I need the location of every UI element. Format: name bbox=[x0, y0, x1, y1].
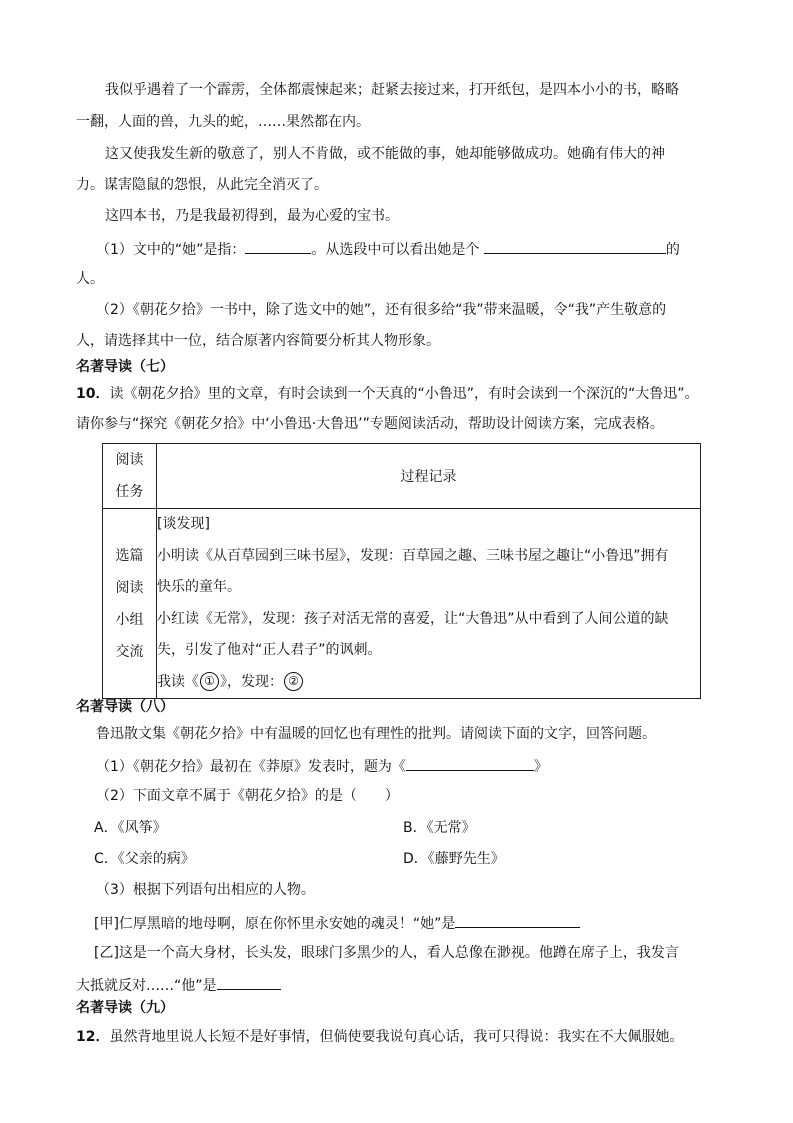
table-header-cell bbox=[103, 444, 157, 509]
question-10: 请你参与“探究《朝花夕拾》中‘小鲁迅·大鲁迅’”专题阅读活动，帮助设计阅读方案，完成表格。 bbox=[76, 416, 664, 432]
record-line: 小红读《无常》，发现：孩子对活无常的喜爱，让“大鲁迅”从中看到了人间公道的缺 bbox=[157, 610, 669, 627]
question-3-yi bbox=[76, 974, 281, 996]
section-intro: 鲁迅散文集《朝花夕拾》中有温暖的回忆也有理性的批判。请阅读下面的文字，回答问题。 bbox=[96, 726, 656, 742]
record-line: 快乐的童年。 bbox=[157, 579, 241, 595]
question-1-continuation: 人。 bbox=[76, 271, 104, 287]
question-3: （3）根据下列语句出相应的人物。 bbox=[96, 882, 315, 898]
answer-blank[interactable] bbox=[406, 755, 534, 771]
task-name-text: 交流 bbox=[115, 643, 144, 660]
record-line: 失，引发了他对“正人君子”的讽刺。 bbox=[157, 642, 382, 658]
question-1-text: 的 bbox=[665, 242, 680, 258]
answer-blank[interactable] bbox=[217, 974, 281, 990]
question-10-text: 读《朝花夕拾》里的文章，有时会读到一个天真的“小鲁迅”，有时会读到一个深沉的“大鲁迅”。 bbox=[109, 386, 699, 402]
record-line: [谈发现] bbox=[157, 516, 210, 532]
circled-blank-2[interactable]: ② bbox=[284, 672, 303, 691]
table-cell bbox=[157, 509, 701, 699]
question-text: [甲]仁厚黑暗的地母啊，原在你怀里永安她的魂灵！“她”是 bbox=[94, 916, 456, 932]
question-text: 大抵就反对……“他”是 bbox=[76, 978, 217, 994]
question-number: 12． bbox=[76, 1029, 110, 1045]
option-c[interactable]: C．《父亲的病》 bbox=[94, 851, 195, 867]
task-name-text: 选篇 bbox=[115, 547, 144, 564]
option-a[interactable]: A．《风筝》 bbox=[94, 820, 167, 836]
record-line bbox=[157, 667, 700, 699]
passage-line: 一翻，人面的兽，九头的蛇，……果然都在内。 bbox=[76, 114, 370, 130]
table-header-cell bbox=[157, 444, 701, 509]
question-12 bbox=[76, 1027, 683, 1047]
task-name-text: 小组 bbox=[115, 611, 144, 628]
question-3-jia bbox=[94, 912, 580, 934]
record-text: 我读《 bbox=[157, 673, 199, 690]
task-name-text: 阅读 bbox=[115, 579, 144, 596]
question-text: 》 bbox=[533, 759, 548, 775]
option-b[interactable]: B．《无常》 bbox=[403, 820, 476, 836]
table-row bbox=[103, 444, 701, 509]
section-heading: 名著导读（九） bbox=[76, 1000, 174, 1016]
answer-blank[interactable] bbox=[455, 912, 580, 928]
table-row bbox=[103, 509, 701, 699]
section-heading: 名著导读（八） bbox=[76, 699, 174, 715]
question-1 bbox=[96, 755, 548, 777]
passage-line: 我似乎遇着了一个霹雳，全体都震悚起来；赶紧去接过来，打开纸包，是四本小小的书，略略 bbox=[105, 82, 679, 98]
question-3-yi: [乙]这是一个高大身材，长头发，眼球门多黑少的人，看人总像在渺视。他蹲在席子上，我发言 bbox=[94, 945, 679, 961]
question-1-text: 。从选段中可以看出她是个 bbox=[311, 242, 484, 258]
passage-line: 这又使我发生新的敬意了，别人不肯做，或不能做的事，她却能够做成功。她确有伟大的神 bbox=[105, 146, 665, 162]
passage-line: 这四本书，乃是我最初得到，最为心爱的宝书。 bbox=[105, 208, 399, 224]
question-2: 人，请选择其中一位，结合原著内容简要分析其人物形象。 bbox=[76, 333, 440, 349]
answer-blank[interactable] bbox=[245, 238, 311, 254]
table-header-text: 过程记录 bbox=[400, 469, 457, 485]
question-1-text: （1）文中的“她”是指： bbox=[96, 242, 246, 258]
question-2: （2）下面文章不属于《朝花夕拾》的是（ ） bbox=[96, 788, 399, 804]
table-cell bbox=[103, 509, 157, 699]
question-10 bbox=[76, 384, 699, 404]
answer-blank[interactable] bbox=[484, 238, 666, 254]
table-header-text: 任务 bbox=[115, 484, 144, 500]
question-2: （2）《朝花夕拾》一书中，除了选文中的她”，还有很多给“我”带来温暖，令“我”产生敬意的 bbox=[96, 302, 667, 318]
question-1 bbox=[96, 238, 680, 260]
question-number: 10． bbox=[76, 386, 110, 402]
passage-line: 力。谋害隐鼠的怨恨，从此完全消灭了。 bbox=[76, 177, 328, 193]
record-text: 》，发现： bbox=[220, 673, 283, 690]
option-d[interactable]: D．《藤野先生》 bbox=[403, 851, 505, 867]
reading-plan-table bbox=[102, 443, 701, 699]
section-heading: 名著导读（七） bbox=[76, 359, 174, 375]
table-header-text: 阅读 bbox=[115, 452, 144, 468]
circled-blank-1[interactable]: ① bbox=[200, 672, 219, 691]
question-text: （1）《朝花夕拾》最初在《莽原》发表时，题为《 bbox=[96, 759, 406, 775]
record-line: 小明读《从百草园到三味书屋》，发现：百草园之趣、三味书屋之趣让“小鲁迅”拥有 bbox=[157, 547, 669, 564]
question-12-text: 虽然背地里说人长短不是好事情，但倘使要我说句真心话，我可只得说：我实在不大佩服她。 bbox=[109, 1029, 684, 1045]
